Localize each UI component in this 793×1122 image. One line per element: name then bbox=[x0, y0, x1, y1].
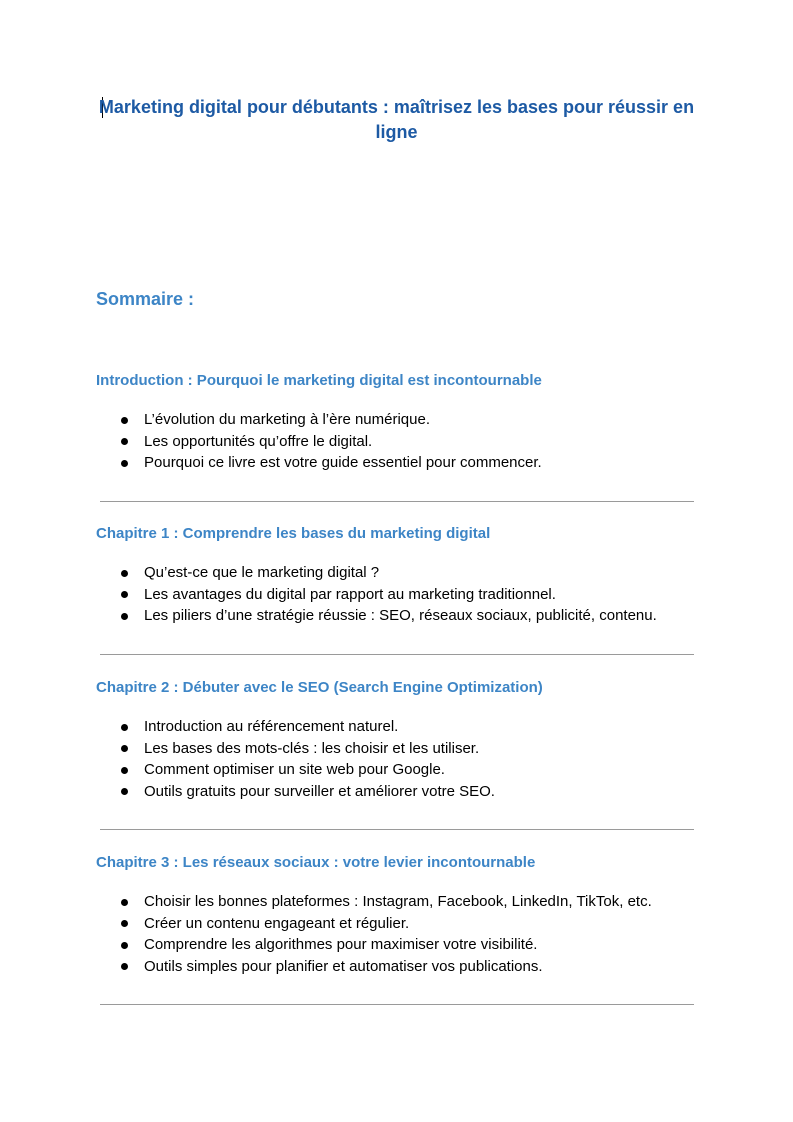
toc-section-chapter-1 bbox=[96, 525, 696, 627]
bullet-list bbox=[96, 562, 696, 627]
section-divider bbox=[100, 1004, 694, 1005]
bullet-icon bbox=[121, 417, 128, 424]
list-item bbox=[96, 759, 696, 781]
list-item-text: Outils gratuits pour surveiller et améliorer votre SEO. bbox=[144, 782, 495, 800]
list-item bbox=[96, 934, 696, 956]
list-item bbox=[96, 716, 696, 738]
list-item-text: Les piliers d’une stratégie réussie : SEO, réseaux sociaux, publicité, contenu. bbox=[144, 607, 657, 624]
bullet-list bbox=[96, 891, 696, 977]
toc-section-introduction bbox=[96, 372, 696, 474]
list-item bbox=[96, 409, 696, 431]
section-title: Chapitre 1 : Comprendre les bases du marketing digital bbox=[96, 525, 491, 542]
list-item-text: Les bases des mots-clés : les choisir et les utiliser. bbox=[144, 739, 480, 757]
list-item-text: Outils simples pour planifier et automatiser vos publications. bbox=[144, 957, 543, 975]
list-item-text: Créer un contenu engageant et régulier. bbox=[144, 914, 410, 932]
list-item bbox=[96, 431, 696, 453]
list-item bbox=[96, 562, 696, 584]
bullet-icon bbox=[121, 899, 128, 906]
bullet-icon bbox=[121, 963, 128, 970]
list-item bbox=[96, 605, 696, 627]
list-item-text: Comprendre les algorithmes pour maximiser votre visibilité. bbox=[144, 936, 538, 953]
list-item-text: Pourquoi ce livre est votre guide essentiel pour commencer. bbox=[144, 454, 542, 471]
section-divider bbox=[100, 829, 694, 830]
section-title: Introduction : Pourquoi le marketing digital est incontournable bbox=[96, 372, 542, 389]
list-item bbox=[96, 956, 696, 978]
list-item-text: Les opportunités qu’offre le digital. bbox=[144, 432, 373, 450]
list-item bbox=[96, 781, 696, 803]
list-item bbox=[96, 913, 696, 935]
list-item-text: Qu’est-ce que le marketing digital ? bbox=[144, 564, 380, 581]
bullet-icon bbox=[121, 767, 128, 774]
list-item-text: L’évolution du marketing à l’ère numérique. bbox=[144, 411, 431, 428]
bullet-icon bbox=[121, 920, 128, 927]
bullet-icon bbox=[121, 460, 128, 467]
section-title: Chapitre 3 : Les réseaux sociaux : votre levier incontournable bbox=[96, 854, 536, 871]
bullet-icon bbox=[121, 788, 128, 795]
list-item bbox=[96, 891, 696, 913]
bullet-list bbox=[96, 716, 696, 802]
list-item-text: Les avantages du digital par rapport au marketing traditionnel. bbox=[144, 585, 556, 603]
list-item-text: Comment optimiser un site web pour Google. bbox=[144, 761, 445, 778]
bullet-icon bbox=[121, 613, 128, 620]
bullet-icon bbox=[121, 570, 128, 577]
bullet-icon bbox=[121, 745, 128, 752]
section-divider bbox=[100, 654, 694, 655]
bullet-icon bbox=[121, 724, 128, 731]
document-title: Marketing digital pour débutants : maîtrisez les bases pour réussir en ligne bbox=[98, 97, 695, 142]
list-item bbox=[96, 738, 696, 760]
section-divider bbox=[100, 501, 694, 502]
toc-heading: Sommaire : bbox=[96, 289, 195, 309]
toc-section-chapter-2 bbox=[96, 679, 696, 802]
bullet-icon bbox=[121, 942, 128, 949]
bullet-icon bbox=[121, 591, 128, 598]
toc-section-chapter-3 bbox=[96, 854, 696, 977]
bullet-list bbox=[96, 409, 696, 474]
bullet-icon bbox=[121, 438, 128, 445]
section-title: Chapitre 2 : Débuter avec le SEO (Search Engine Optimization) bbox=[96, 679, 543, 696]
list-item bbox=[96, 584, 696, 606]
list-item bbox=[96, 452, 696, 474]
list-item-text: Choisir les bonnes plateformes : Instagram, Facebook, LinkedIn, TikTok, etc. bbox=[144, 893, 652, 910]
list-item-text: Introduction au référencement naturel. bbox=[144, 718, 399, 735]
